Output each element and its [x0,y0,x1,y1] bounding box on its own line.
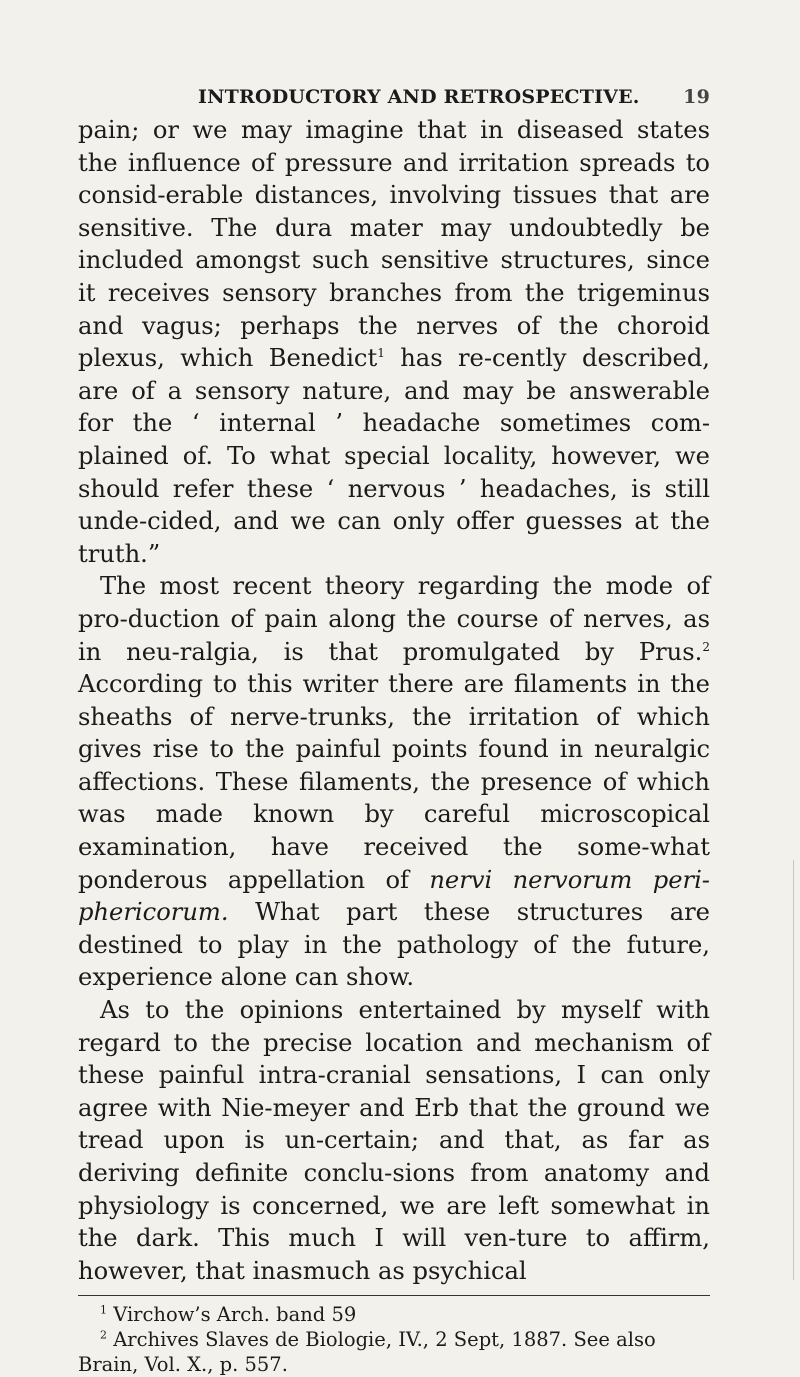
paragraph-1-part-b: has re-cently described, are of a sensory nature, and may be answerable for the ‘ internal ’ headache sometimes com-plained of. To what special locality, however, we should refer these ‘ nervous ’ headaches, is still unde-cided, and we can only offer guesses at the truth.” [78,344,710,568]
paragraph-3: As to the opinions entertained by myself with regard to the precise location and mechanism of these painful intra-cranial sensations, I can only agree with Nie-meyer and Erb that the ground we tread upon is un-certain; and that, as far as deriving definite conclu-sions from anatomy and physiology is concerned, we are left somewhat in the dark. This much I will ven-ture to affirm, however, that inasmuch as psychical [78,996,710,1285]
paragraph-1-part-a: pain; or we may imagine that in diseased states the influence of pressure and irritation spreads to consid-erable distances, involving tissues that are sensitive. The dura mater may undoubtedly be included amongst such sensitive structures, since it receives sensory branches from the trigeminus and vagus; perhaps the nerves of the choroid plexus, which Benedict [78,116,710,373]
running-title: INTRODUCTORY AND RETROSPECTIVE. [198,86,640,108]
footnotes [78,1302,710,1377]
footnote-ref-1: 1 [377,346,385,361]
footnote-1-text: Virchow’s Arch. band 59 [107,1303,357,1327]
paragraph-2-part-c: What part these structures are destined to play in the pathology of the future, experience alone can show. [78,898,710,992]
footnote-rule [78,1295,710,1296]
running-head [198,86,710,108]
paragraph-2-part-a: The most recent theory regarding the mode of pro-duction of pain along the course of nerves, as in neu-ralgia, is that promulgated by Prus. [78,572,710,666]
book-page [78,86,710,1377]
footnote-2 [78,1327,710,1377]
footnote-1 [78,1302,710,1327]
paragraph-2-italic-term: nervi nervorum peri-phericorum. [78,865,710,927]
body-text [78,114,710,1287]
footnote-ref-2: 2 [702,639,710,654]
footnote-1-mark: 1 [100,1303,107,1317]
paragraph-2 [78,570,710,994]
paragraph-1 [78,114,710,570]
footnote-2-text: Archives Slaves de Biologie, IV., 2 Sept, 1887. See also Brain, Vol. X., p. 557. [78,1328,656,1377]
footnote-2-mark: 2 [100,1328,107,1342]
page-number: 19 [683,86,710,108]
paragraph-2-part-b: According to this writer there are filaments in the sheaths of nerve-trunks, the irritation of which gives rise to the painful points found in neuralgic affections. These filaments, the presence of which was made known by careful microscopical examination, have received the some-what ponderous appellation of [78,670,710,894]
page-edge-line [793,860,794,1280]
